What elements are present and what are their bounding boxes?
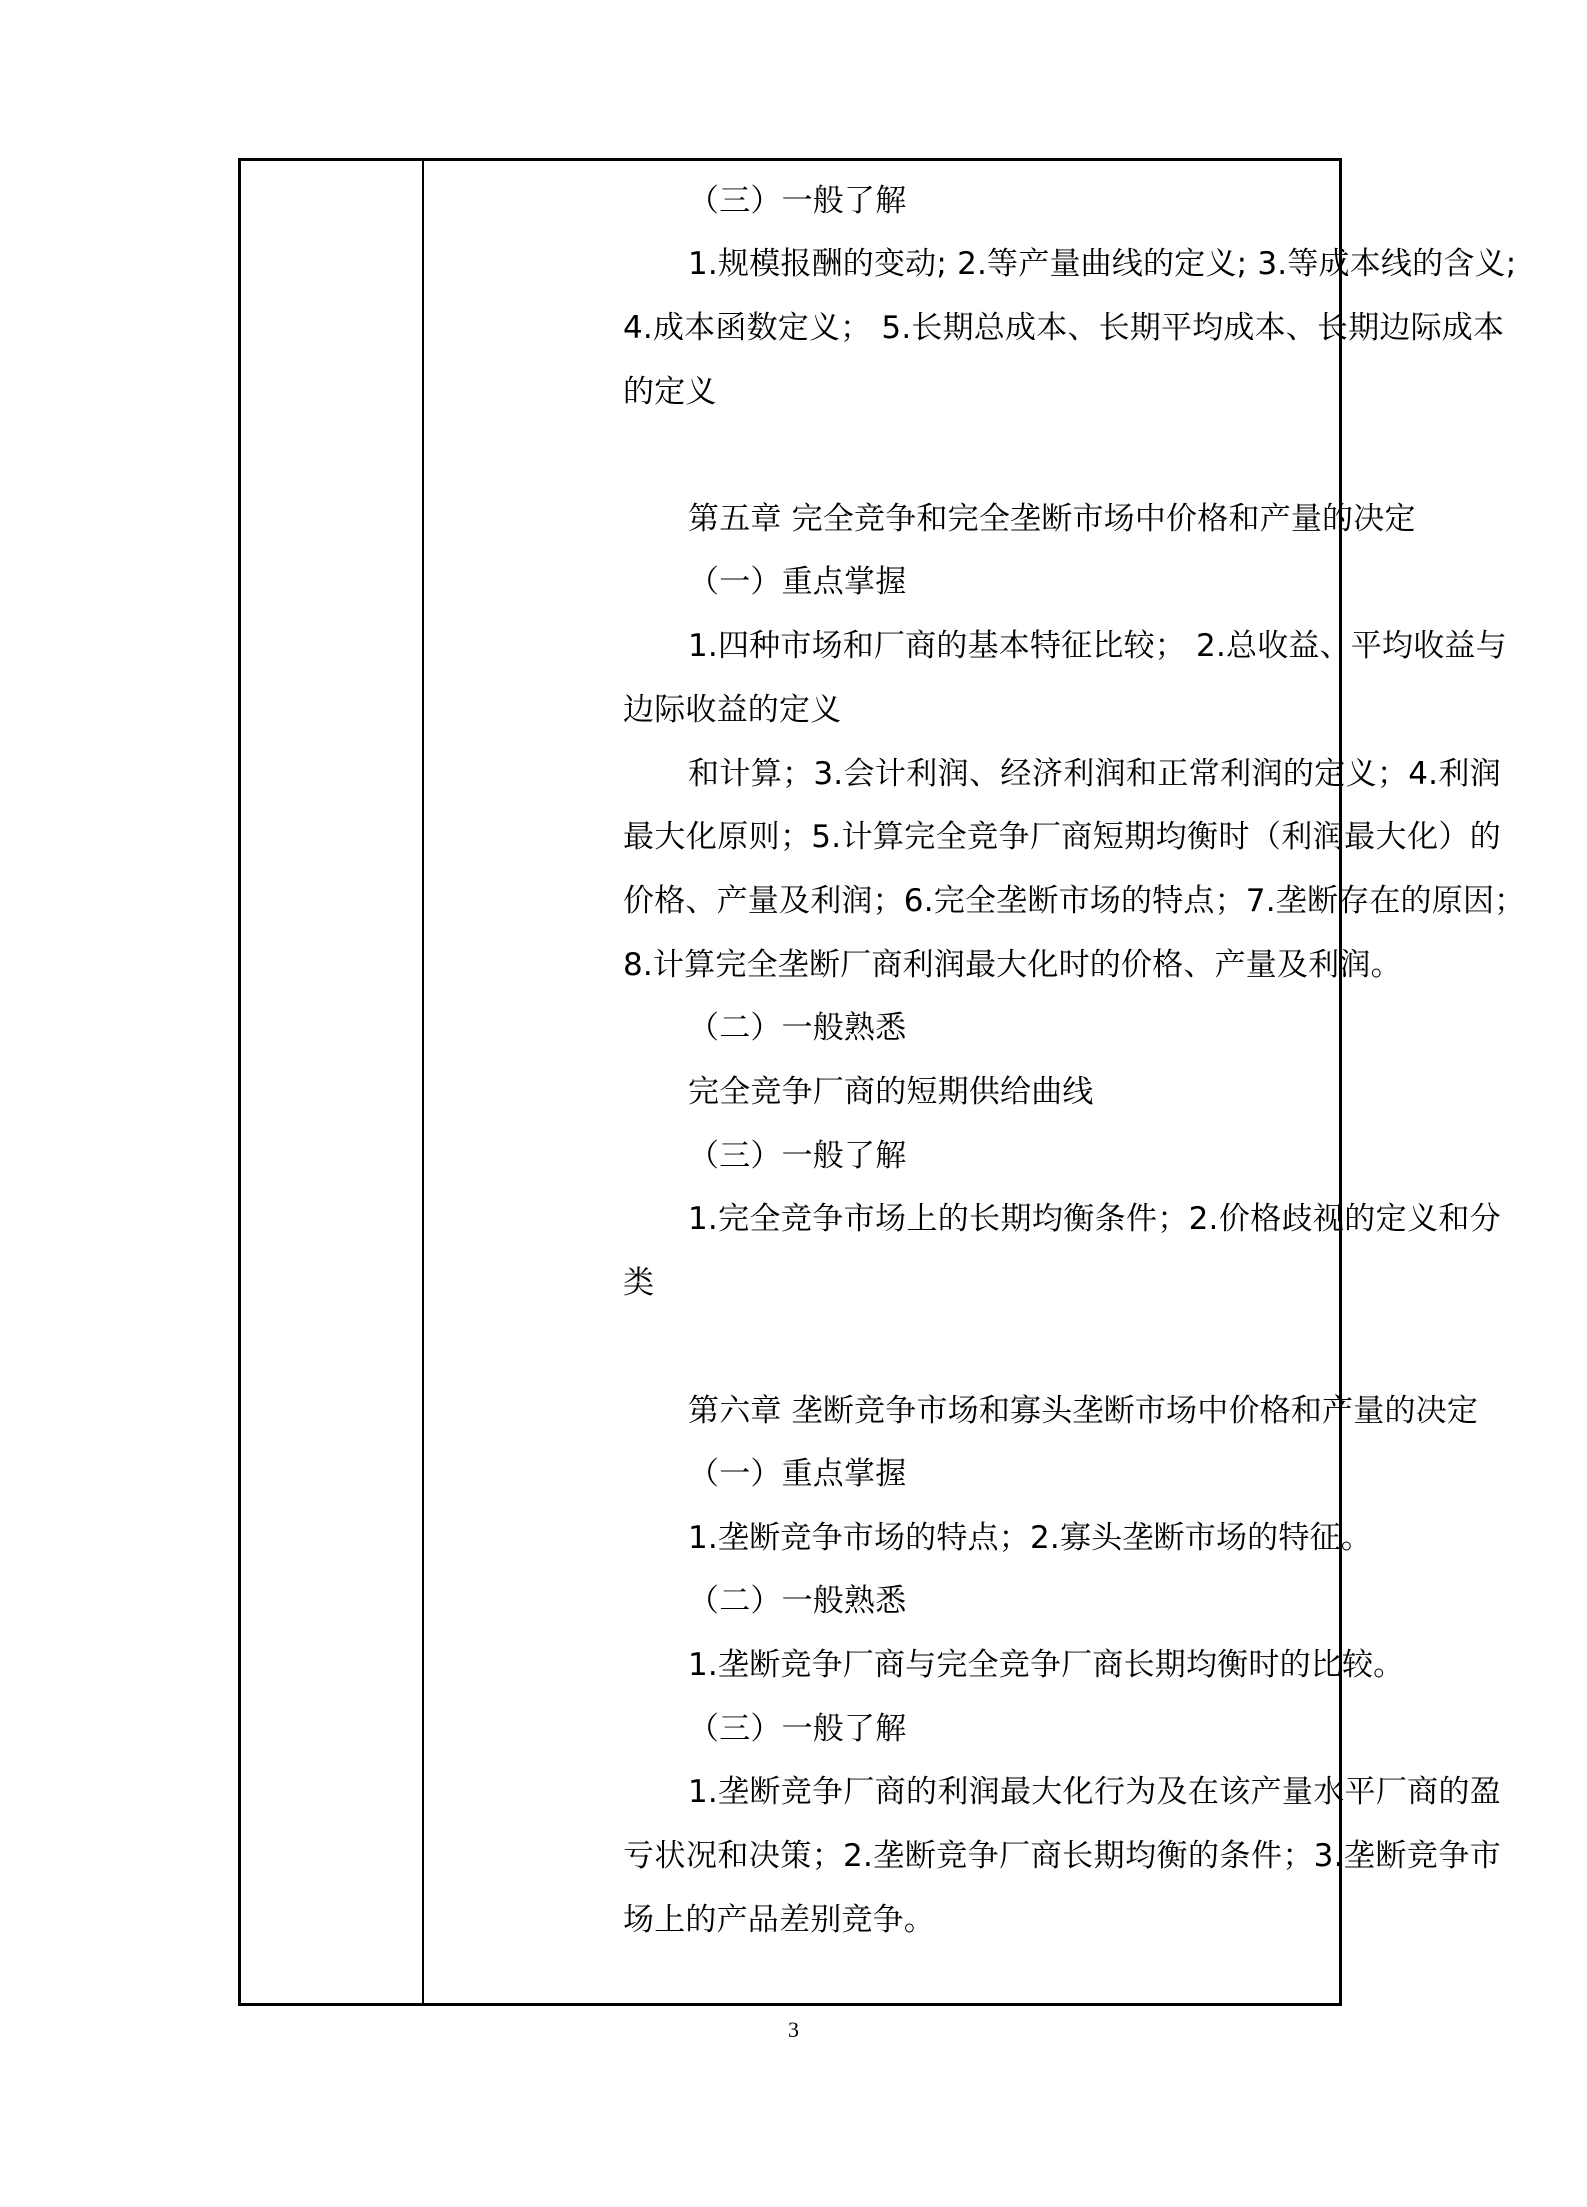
paragraph-line: 4.成本函数定义； 5.长期总成本、长期平均成本、长期边际成本 [623,310,1505,346]
subheading-key-points: （一）重点掌握 [688,1456,907,1492]
content-table [238,158,1526,2006]
paragraph-line: 价格、产量及利润；6.完全垄断市场的特点；7.垄断存在的原因； [623,883,1526,919]
subheading-general-understanding: （三）一般了解 [688,1711,907,1747]
paragraph-line: 1.垄断竞争市场的特点；2.寡头垄断市场的特征。 [688,1520,1372,1556]
paragraph-line: 类 [623,1265,655,1301]
table-right-column [424,161,1526,2003]
paragraph-line: 场上的产品差别竞争。 [623,1902,935,1938]
paragraph-line: 1.垄断竞争厂商与完全竞争厂商长期均衡时的比较。 [688,1647,1405,1683]
paragraph-line: 1.垄断竞争厂商的利润最大化行为及在该产量水平厂商的盈 [688,1774,1501,1810]
paragraph-line: 的定义 [623,374,717,410]
subheading-general-understanding: （三）一般了解 [688,183,907,219]
subheading-general-understanding: （三）一般了解 [688,1138,907,1174]
paragraph-line: 1.四种市场和厂商的基本特征比较； 2.总收益、平均收益与 [688,628,1507,664]
paragraph-line: 和计算；3.会计利润、经济利润和正常利润的定义；4.利润 [688,756,1501,792]
paragraph-line: 亏状况和决策；2.垄断竞争厂商长期均衡的条件；3.垄断竞争市 [623,1838,1501,1874]
chapter-heading: 第六章 垄断竞争市场和寡头垄断市场中价格和产量的决定 [688,1393,1479,1429]
subheading-general-familiarity: （二）一般熟悉 [688,1010,907,1046]
paragraph-line: 1.完全竞争市场上的长期均衡条件；2.价格歧视的定义和分 [688,1201,1501,1237]
paragraph-line: 完全竞争厂商的短期供给曲线 [688,1074,1094,1110]
page-number: 3 [788,2017,799,2042]
subheading-general-familiarity: （二）一般熟悉 [688,1583,907,1619]
chapter-heading: 第五章 完全竞争和完全垄断市场中价格和产量的决定 [688,501,1416,537]
table-left-column [241,161,424,2003]
paragraph-line: 1.规模报酬的变动; 2.等产量曲线的定义; 3.等成本线的含义; [688,246,1517,282]
paragraph-line: 8.计算完全垄断厂商利润最大化时的价格、产量及利润。 [623,947,1402,983]
subheading-key-points: （一）重点掌握 [688,564,907,600]
paragraph-line: 边际收益的定义 [623,692,842,728]
paragraph-line: 最大化原则；5.计算完全竞争厂商短期均衡时（利润最大化）的 [623,819,1501,855]
